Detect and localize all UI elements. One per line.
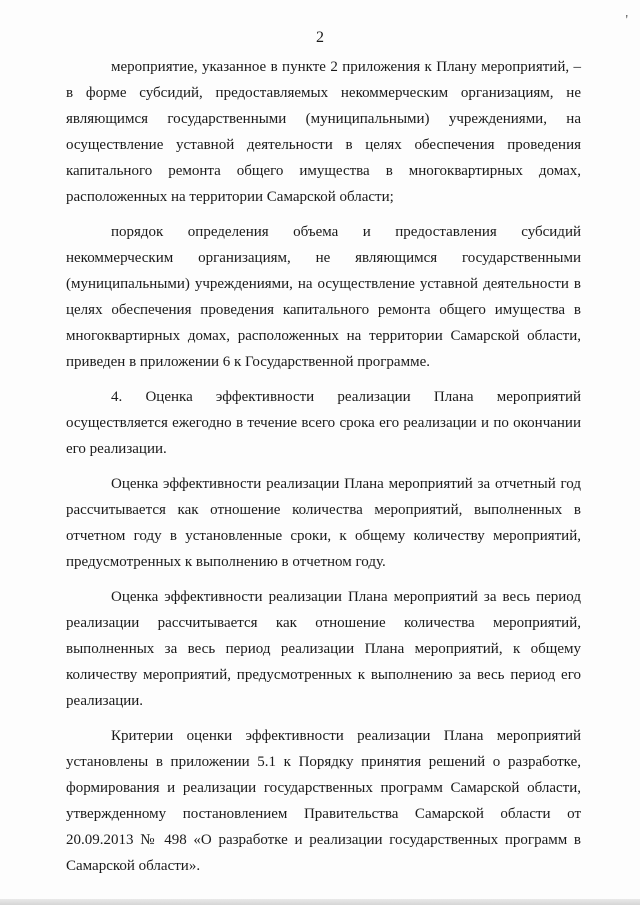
paragraph-criteria: Критерии оценки эффективности реализации Плана мероприятий установлены в приложении 5.1 к Порядку принятия решений о разработке, формирования и реализации государственных программ Самарской области, утвержденному постановлением Правительства Самарской области от 20.09.2013 № 498 «О разработке и реализации государственных программ в Самарской области».	[66, 728, 581, 874]
scan-bottom-edge	[0, 899, 640, 905]
document-body	[66, 54, 581, 888]
paragraph-period-assessment: Оценка эффективности реализации Плана мероприятий за весь период реализации рассчитывается как отношение количества мероприятий, выполненных за весь период реализации Плана мероприятий, к общему количеству мероприятий, предусмотренных к выполнению за весь период его реализации.	[66, 589, 581, 709]
paragraph-efficiency-assessment: 4. Оценка эффективности реализации Плана мероприятий осуществляется ежегодно в течение всего срока его реализации и по окончании его реализации.	[66, 389, 581, 457]
scan-corner-mark: '	[625, 13, 628, 28]
page-number: 2	[316, 29, 324, 46]
paragraph-annual-assessment: Оценка эффективности реализации Плана мероприятий за отчетный год рассчитывается как отношение количества мероприятий, выполненных в отчетном году в установленные сроки, к общему количеству мероприятий, предусмотренных к выполнению в отчетном году.	[66, 476, 581, 570]
paragraph-subsidy-procedure: порядок определения объема и предоставления субсидий некоммерческим организациям, не являющимся государственными (муниципальными) учреждениями, на осуществление уставной деятельности в целях обеспечения проведения капитального ремонта общего имущества в многоквартирных домах, расположенных на территории Самарской области, приведен в приложении 6 к Государственной программе.	[66, 224, 581, 370]
paragraph-subsidy-form: мероприятие, указанное в пункте 2 приложения к Плану мероприятий, – в форме субсидий, предоставляемых некоммерческим организациям, не являющимся государственными (муниципальными) учреждениями, на осуществление уставной деятельности в целях обеспечения проведения капитального ремонта общего имущества в многоквартирных домах, расположенных на территории Самарской области;	[66, 59, 581, 205]
